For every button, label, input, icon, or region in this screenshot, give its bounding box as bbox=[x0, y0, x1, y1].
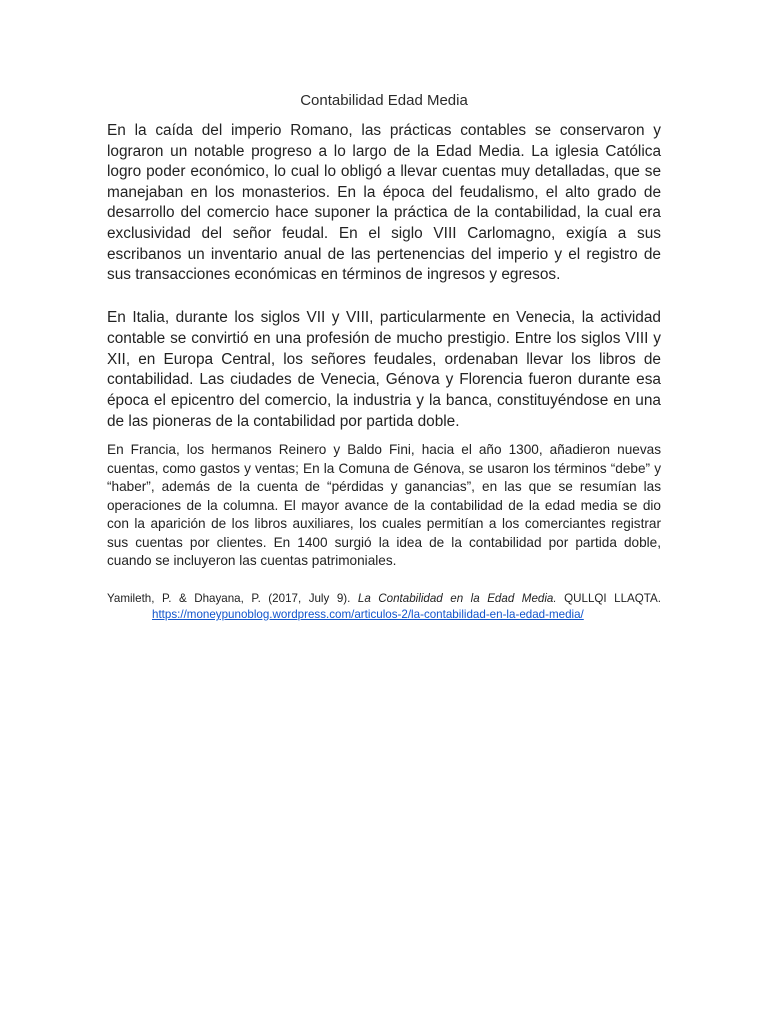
reference-work-title: La Contabilidad en la Edad Media. bbox=[357, 592, 557, 605]
reference-url-link[interactable]: https://moneypunoblog.wordpress.com/articulos-2/la-contabilidad-en-la-edad-media/ bbox=[152, 608, 584, 621]
reference-publisher: QULLQI LLAQTA. bbox=[564, 592, 661, 605]
paragraph-france: En Francia, los hermanos Reinero y Baldo Fini, hacia el año 1300, añadieron nuevas cuentas, como gastos y ventas; En la Comuna de Génova, se usaron los términos “debe” y “haber”, además de la cuenta de “pérdidas y ganancias”, en las que se resumían las operaciones de la columna. El mayor avance de la contabilidad de la edad media se dio con la aparición de los libros auxiliares, los cuales permitían a los comerciantes registrar sus cuentas por clientes. En 1400 surgió la idea de la contabilidad por partida doble, cuando se incluyeron las cuentas patrimoniales. bbox=[107, 442, 661, 568]
paragraph-italy: En Italia, durante los siglos VII y VIII, particularmente en Venecia, la actividad contable se convirtió en una profesión de mucho prestigio. Entre los siglos VIII y XII, en Europa Central, los señores feudales, ordenaban llevar los libros de contabilidad. Las ciudades de Venecia, Génova y Florencia fueron durante esa época el epicentro del comercio, la industria y la banca, constituyéndose en una de las pioneras de la contabilidad por partida doble. bbox=[107, 309, 661, 430]
reference-citation bbox=[107, 591, 661, 606]
paragraph-roman-empire: En la caída del imperio Romano, las prácticas contables se conservaron y lograron un notable progreso a lo largo de la Edad Media. La iglesia Católica logro poder económico, lo cual lo obligó a llevar cuentas muy detalladas, que se manejaban en los monasterios. En la época del feudalismo, el alto grado de desarrollo del comercio hace suponer la práctica de la contabilidad, la cual era exclusividad del señor feudal. En el siglo VIII Carlomagno, exigía a sus escribanos un inventario anual de las pertenencias del imperio y el registro de sus transacciones económicas en términos de ingresos y egresos. bbox=[107, 122, 661, 284]
document-title: Contabilidad Edad Media bbox=[300, 92, 468, 109]
reference-authors: Yamileth, P. & Dhayana, P. (2017, July 9). bbox=[107, 592, 351, 605]
